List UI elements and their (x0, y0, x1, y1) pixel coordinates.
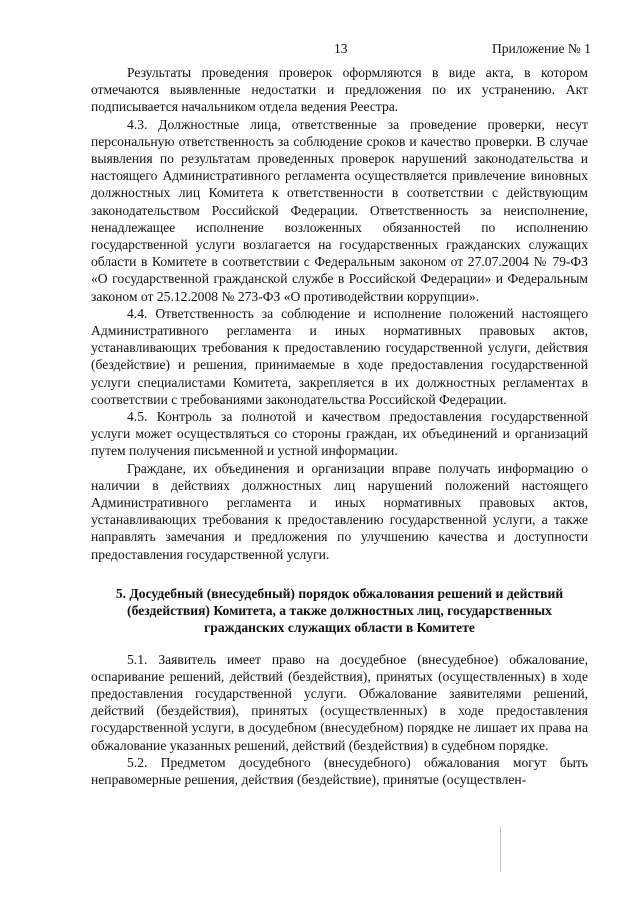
paragraph-inspection-results: Результаты проведения проверок оформляются в виде акта, в котором отмечаются выявленные недостатки и предложения по их устранению. Акт подписывается начальником отдела ведения Реестра. (91, 65, 588, 115)
appendix-label: Приложение № 1 (492, 41, 591, 56)
paragraph-citizens-rights: Граждане, их объединения и организации вправе получать информацию о наличии в действиях должностных лиц нарушений положений настоящего Административного регламента и иных нормативных правовых актов, устанавливающих требования к предоставлению государственной услуги, а также направлять замечания и предложения по улучшению качества и доступности предоставления государственной услуги. (91, 460, 588, 562)
page-header (0, 41, 640, 59)
scan-artifact-line (500, 826, 501, 872)
paragraph-5-2: 5.2. Предметом досудебного (внесудебного) обжалования могут быть неправомерные решения, действия (бездействие), принятые (осуществлен- (91, 754, 588, 787)
paragraph-4-3: 4.3. Должностные лица, ответственные за проведение проверки, несут персональную ответственность за соблюдение сроков и качество проверки. В случае выявления по результатам проведенных проверок нарушений законодательства и настоящего Административного регламента осуществляется привлечение виновных должностных лиц Комитета к ответственности в соответствии с действующим законодательством Российской Федерации. Ответственность за неисполнение, ненадлежащее исполнение возложенных обязанностей по исполнению государственной услуги возлагается на государственных гражданских служащих области в Комитете в соответствии с Федеральным законом от 27.07.2004 № 79-ФЗ «О государственной гражданской службе в Российской Федерации» и Федеральным законом от 25.12.2008 № 273-ФЗ «О противодействии коррупции». (91, 116, 588, 304)
document-body (91, 64, 588, 788)
paragraph-5-1: 5.1. Заявитель имеет право на досудебное (внесудебное) обжалование, оспаривание решений, действий (бездействия), принятых (осуществленных) в ходе предоставления государственной услуги. Обжалование заявителями решений, действий (бездействия), принятых (осуществленных) в ходе предоставления государственной услуги, в досудебном (внесудебном) порядке не лишает их права на обжалование указанных решений, действий (бездействия) в судебном порядке. (91, 651, 588, 753)
paragraph-4-5: 4.5. Контроль за полнотой и качеством предоставления государственной услуги может осуществляться со стороны граждан, их объединений и организаций путем получения письменной и устной информации. (91, 409, 588, 459)
section-5-heading: 5. Досудебный (внесудебный) порядок обжалования решений и действий (бездействия) Комитета, а также должностных лиц, государственных гражданских служащих области в Комитете (115, 585, 564, 636)
page-number: 13 (334, 41, 348, 56)
paragraph-4-4: 4.4. Ответственность за соблюдение и исполнение положений настоящего Административного регламента и иных нормативных правовых актов, устанавливающих требования к предоставлению государственной услуги, действия (бездействие) и решения, принимаемые в ходе предоставления государственной услуги специалистами Комитета, закрепляется в их должностных регламентах в соответствии с требованиями законодательства Российской Федерации. (91, 305, 588, 407)
